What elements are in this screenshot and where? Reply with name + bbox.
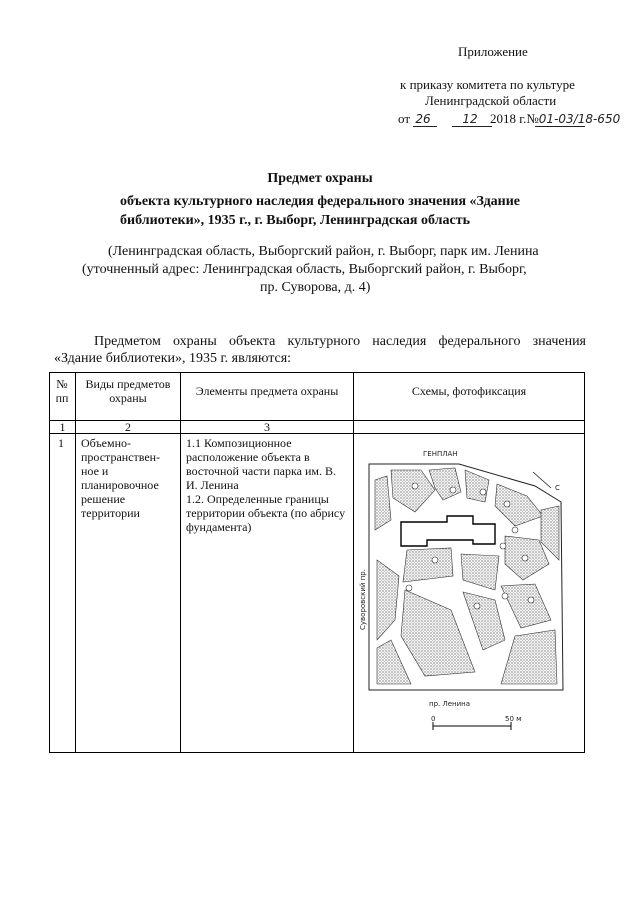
col-number-1: 1	[59, 420, 66, 434]
order-number: 01-03/18-650	[538, 112, 621, 126]
intro-line-1: Предметом охраны объекта культурного наследия федерального значения	[94, 334, 586, 349]
header-schemes: Схемы, фотофиксация	[411, 384, 527, 398]
map-label-street-side: Суворовский пр.	[359, 569, 367, 630]
row-1-num: 1	[58, 436, 64, 450]
table-col-divider-3	[353, 372, 354, 753]
address-line-3: пр. Суворова, д. 4)	[260, 280, 371, 295]
document-title: Предмет охраны	[267, 171, 373, 186]
appendix-label: Приложение	[458, 44, 528, 59]
table-border-top	[49, 372, 585, 373]
row-1-element-1: 1.1 Композиционное расположение объекта в восточной части парка им. В. И. Ленина	[186, 436, 336, 492]
scale-zero: 0	[431, 715, 436, 723]
date-day-underline	[413, 126, 437, 127]
table-border-bottom	[49, 752, 585, 753]
date-month: 12	[462, 112, 478, 126]
map-label-genplan: ГЕНПЛАН	[423, 450, 458, 458]
map-label-street-bottom: пр. Ленина	[429, 700, 471, 708]
intro-line-2: «Здание библиотеки», 1935 г. являются:	[54, 351, 292, 366]
table-border-right	[584, 372, 585, 753]
map-scale-bar	[431, 715, 521, 730]
order-line-2: Ленинградской области	[425, 93, 557, 108]
row-1-element-2: 1.2. Определенные границы территории объекта (по абрису фундамента)	[186, 492, 346, 534]
date-year: 2018 г.	[490, 111, 527, 126]
north-arrow	[533, 472, 551, 488]
order-line-1: к приказу комитета по культуре	[400, 77, 575, 92]
object-title-line-1: объекта культурного наследия федерального значения «Здание	[120, 194, 520, 209]
header-types: Виды предметов охраны	[85, 377, 171, 405]
number-prefix: №	[526, 111, 539, 126]
header-elements: Элементы предмета охраны	[195, 384, 339, 398]
scale-end: 50 м	[505, 715, 522, 723]
header-num: № пп	[55, 377, 69, 405]
address-line-2: (уточненный адрес: Ленинградская область, Выборгский район, г. Выборг,	[82, 262, 527, 277]
object-title-line-2: библиотеки», 1935 г., г. Выборг, Ленинградская область	[120, 213, 470, 228]
number-underline	[535, 126, 585, 127]
date-prefix: от	[398, 111, 411, 126]
site-plan-map	[355, 440, 583, 740]
order-date-line	[398, 111, 620, 127]
col-number-2: 2	[125, 420, 131, 434]
date-month-underline	[452, 126, 492, 127]
row-1-type: Объемно-пространствен-ное и планировочное решение территории	[81, 436, 161, 520]
date-day: 26	[415, 112, 431, 126]
address-line-1: (Ленинградская область, Выборгский район, г. Выборг, парк им. Ленина	[108, 244, 539, 259]
map-north-label: С	[555, 484, 560, 492]
col-number-3: 3	[264, 420, 270, 434]
